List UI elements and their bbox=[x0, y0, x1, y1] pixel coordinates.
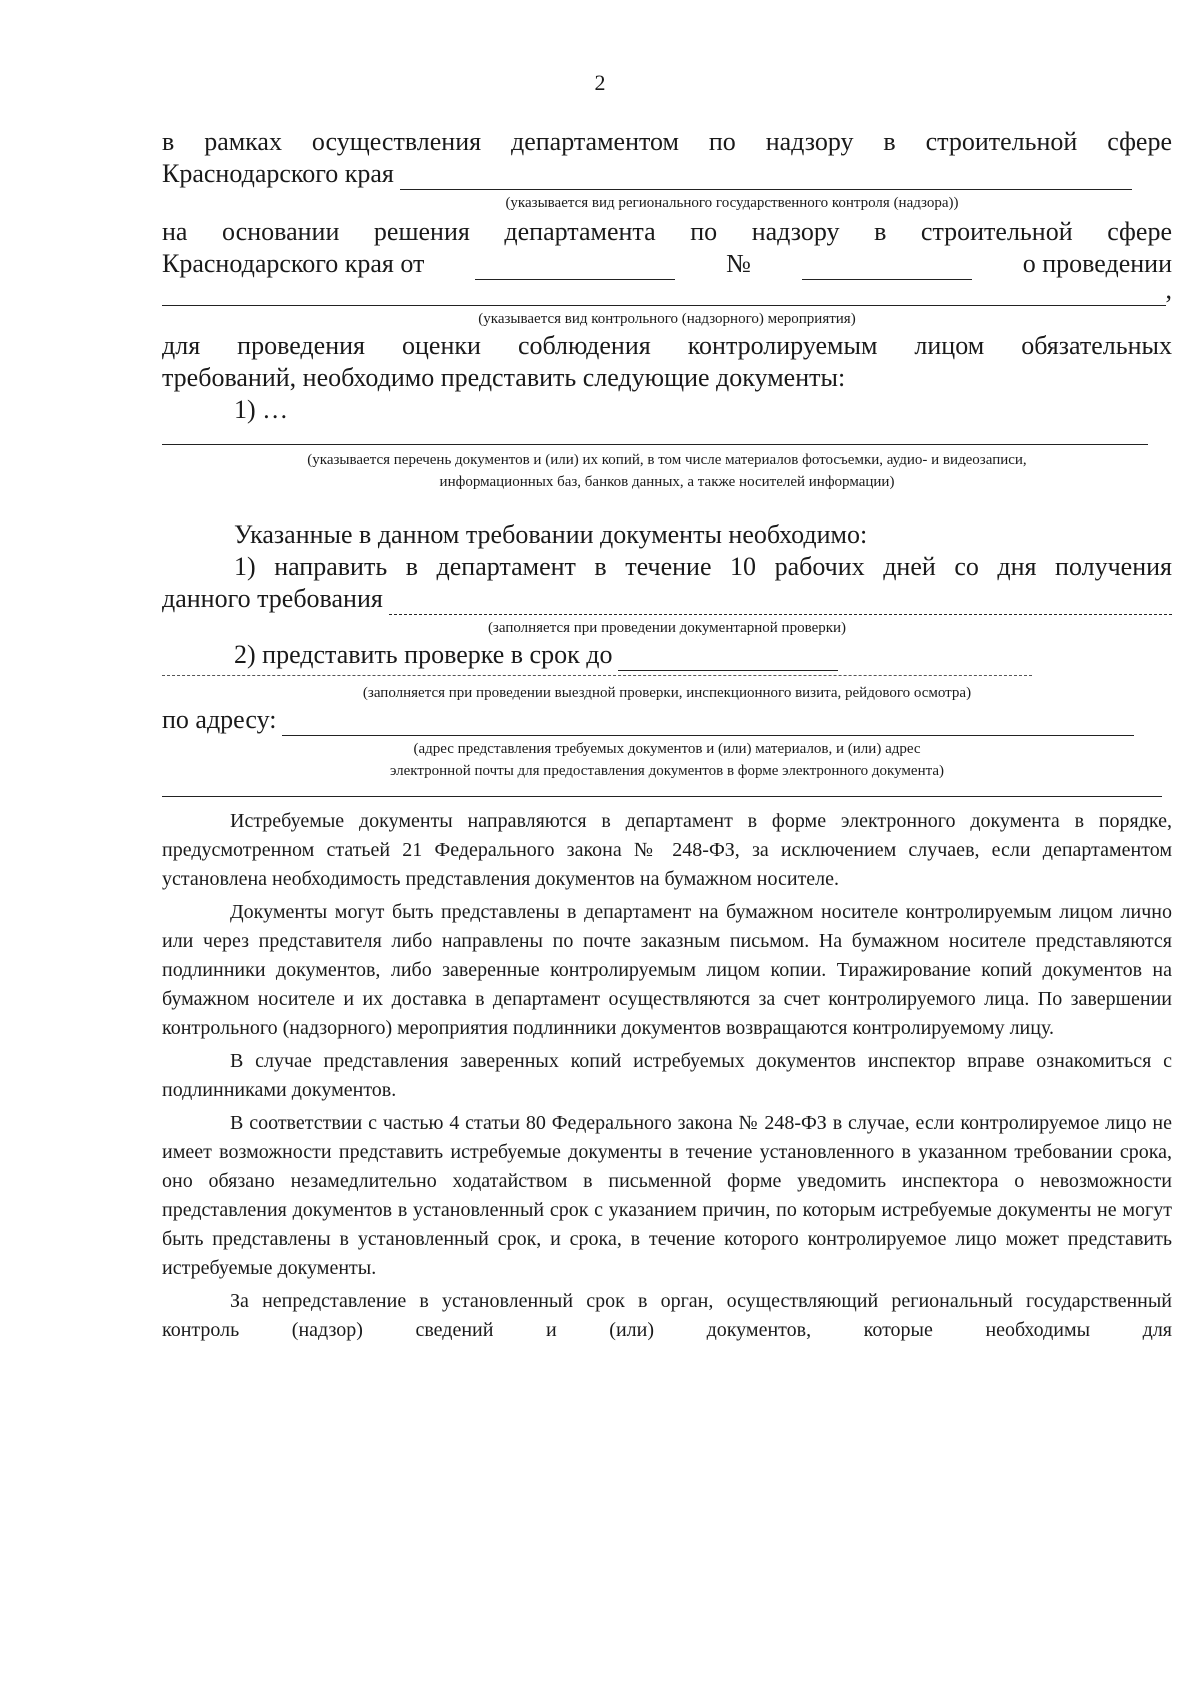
event-type-caption: (указывается вид контрольного (надзорного) мероприятия) bbox=[478, 311, 856, 327]
scope-line-1: в рамках осуществления департаментом по надзору в строительной сфере bbox=[162, 127, 1172, 156]
submission-item-1-line-2 bbox=[162, 583, 1172, 615]
page-number: 2 bbox=[594, 70, 606, 95]
paragraph-1: Истребуемые документы направляются в департамент в форме электронного документа в порядке, предусмотренном статьей 21 Федерального закона № 248-ФЗ, за исключением случаев, если департаментом установлена необходимость представления документов на бумажном носителе. bbox=[162, 810, 1172, 890]
desk-review-caption: (заполняется при проведении документарной проверки) bbox=[487, 620, 847, 636]
paragraph-5: За непредставление в установленный срок в орган, осуществляющий региональный государственный контроль (надзор) сведений и (или) документов, которые необходимы для bbox=[162, 1290, 1172, 1341]
document-list-caption-1: (указывается перечень документов и (или) их копий, в том числе материалов фотосъемки, аудио- и видеозаписи, bbox=[307, 452, 1027, 468]
submission-intro: Указанные в данном требовании документы необходимо: bbox=[234, 520, 868, 549]
document-list-field[interactable] bbox=[162, 426, 1148, 445]
decision-number-sign: № bbox=[726, 249, 751, 278]
decision-line-2-part1: Краснодарского края от bbox=[162, 249, 425, 278]
body-paragraphs bbox=[162, 807, 1172, 1345]
desk-review-field[interactable] bbox=[389, 590, 1172, 615]
decision-line-2-part2: о проведении bbox=[1022, 249, 1172, 278]
scope-line-2-prefix: Краснодарского края bbox=[162, 159, 394, 188]
deadline-field[interactable] bbox=[618, 648, 838, 671]
assessment-line-1: для проведения оценки соблюдения контролируемым лицом обязательных bbox=[162, 331, 1172, 360]
decision-line-2 bbox=[162, 248, 1172, 280]
paragraph-3: В случае представления заверенных копий истребуемых документов инспектор вправе ознакомиться с подлинниками документов. bbox=[162, 1050, 1172, 1101]
assessment-line-2: требований, необходимо представить следующие документы: bbox=[162, 363, 846, 392]
document-body bbox=[162, 126, 1172, 1345]
address-label: по адресу: bbox=[162, 705, 277, 734]
paragraph-4: В соответствии с частью 4 статьи 80 Федерального закона № 248-ФЗ в случае, если контролируемое лицо не имеет возможности представить истребуемые документы в течение установленного в указанном требовании срока, оно обязано незамедлительно ходатайством в письменной форме уведомить инспектора о невозможности представления документов в установленный срок с указанием причин, по которым истребуемые документы не могут быть представлены в установленный срок, и срока, в течение которого контролируемое лицо может представить истребуемые документы. bbox=[162, 1112, 1172, 1279]
address-caption-2: электронной почты для предоставления документов в форме электронного документа) bbox=[390, 763, 944, 779]
address-field[interactable] bbox=[282, 711, 1134, 736]
onsite-review-caption: (заполняется при проведении выездной проверки, инспекционного визита, рейдового осмотра) bbox=[362, 685, 972, 701]
deadline-divider bbox=[162, 671, 1032, 676]
control-type-field[interactable] bbox=[400, 165, 1132, 190]
submission-item-2 bbox=[162, 639, 1172, 671]
address-extra-field[interactable] bbox=[162, 782, 1162, 797]
decision-line-3 bbox=[162, 275, 1172, 306]
address-line bbox=[162, 704, 1172, 736]
decision-date-field[interactable] bbox=[475, 257, 675, 280]
scope-line-2 bbox=[162, 158, 1172, 190]
event-type-field[interactable] bbox=[162, 281, 1166, 306]
decision-line-3-comma: , bbox=[1165, 275, 1172, 304]
document-list-caption-2: информационных баз, банков данных, а также носителей информации) bbox=[439, 474, 895, 490]
submission-item-1-line-2-text: данного требования bbox=[162, 584, 383, 613]
address-caption-1: (адрес представления требуемых документов и (или) материалов, и (или) адрес bbox=[413, 741, 921, 757]
submission-item-2-text: 2) представить проверке в срок до bbox=[234, 640, 613, 669]
decision-number-field[interactable] bbox=[802, 257, 972, 280]
decision-line-1: на основании решения департамента по надзору в строительной сфере bbox=[162, 217, 1172, 246]
document-list-item-1: 1) … bbox=[234, 395, 289, 424]
submission-item-1-line-1: 1) направить в департамент в течение 10 рабочих дней со дня получения bbox=[234, 552, 1172, 581]
paragraph-2: Документы могут быть представлены в департамент на бумажном носителе контролируемым лицом лично или через представителя либо направлены по почте заказным письмом. На бумажном носителе представляются подлинники документов, либо заверенные контролируемым лицом копии. Тиражирование копий документов на бумажном носителе и их доставка в департамент осуществляются за счет контролируемого лица. По завершении контрольного (надзорного) мероприятия подлинники документов возвращаются контролируемому лицу. bbox=[162, 901, 1172, 1039]
control-type-caption: (указывается вид регионального государственного контроля (надзора)) bbox=[505, 195, 959, 211]
